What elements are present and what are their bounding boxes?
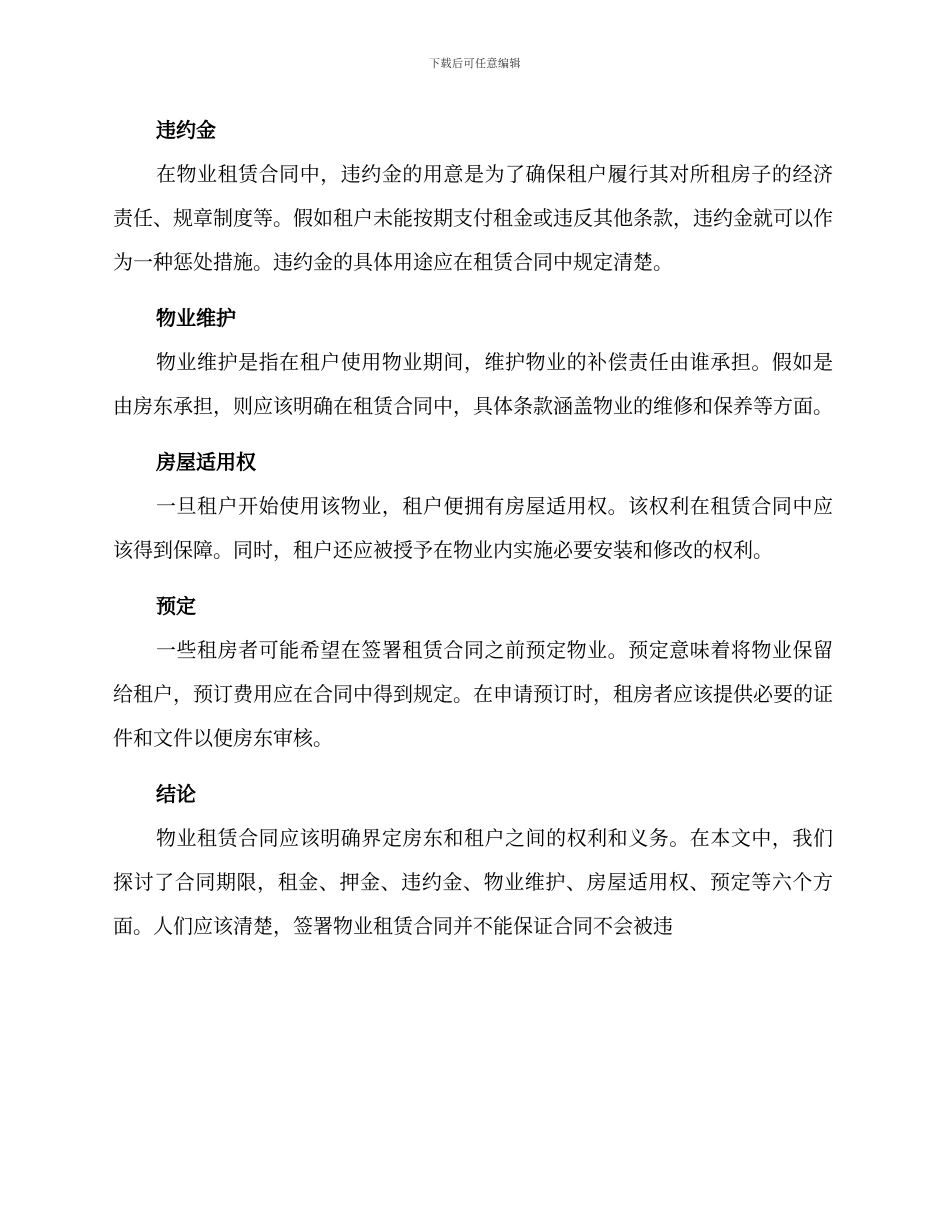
page-header: 下载后可任意编辑 [429,57,521,70]
section-paragraph: 物业维护是指在租户使用物业期间，维护物业的补偿责任由谁承担。假如是由房东承担，则应该明确在租赁合同中，具体条款涵盖物业的维修和保养等方面。 [113,350,833,418]
section-paragraph: 物业租赁合同应该明确界定房东和租户之间的权利和义务。在本文中，我们探讨了合同期限，租金、押金、违约金、物业维护、房屋适用权、预定等六个方面。人们应该清楚，签署物业租赁合同并不能保证合同不会被违 [113,826,833,938]
section-heading: 预定 [156,594,196,618]
section-housing-use-rights [113,440,833,572]
section-heading: 物业维护 [156,306,236,330]
section-heading: 违约金 [156,118,216,142]
section-heading: 结论 [156,782,196,806]
section-paragraph: 一些租房者可能希望在签署租赁合同之前预定物业。预定意味着将物业保留给租户，预订费用应在合同中得到规定。在申请预订时，租房者应该提供必要的证件和文件以便房东审核。 [113,638,833,750]
section-conclusion [113,772,833,948]
section-paragraph: 一旦租户开始使用该物业，租户便拥有房屋适用权。该权利在租赁合同中应该得到保障。同时，租户还应被授予在物业内实施必要安装和修改的权利。 [113,494,833,562]
section-paragraph: 在物业租赁合同中，违约金的用意是为了确保租户履行其对所租房子的经济责任、规章制度等。假如租户未能按期支付租金或违反其他条款，违约金就可以作为一种惩处措施。违约金的具体用途应在租赁合同中规定清楚。 [113,162,833,274]
section-reservation [113,584,833,760]
document-content [113,108,833,960]
section-property-maintenance [113,296,833,428]
section-heading: 房屋适用权 [156,450,256,474]
section-penalty [113,108,833,284]
